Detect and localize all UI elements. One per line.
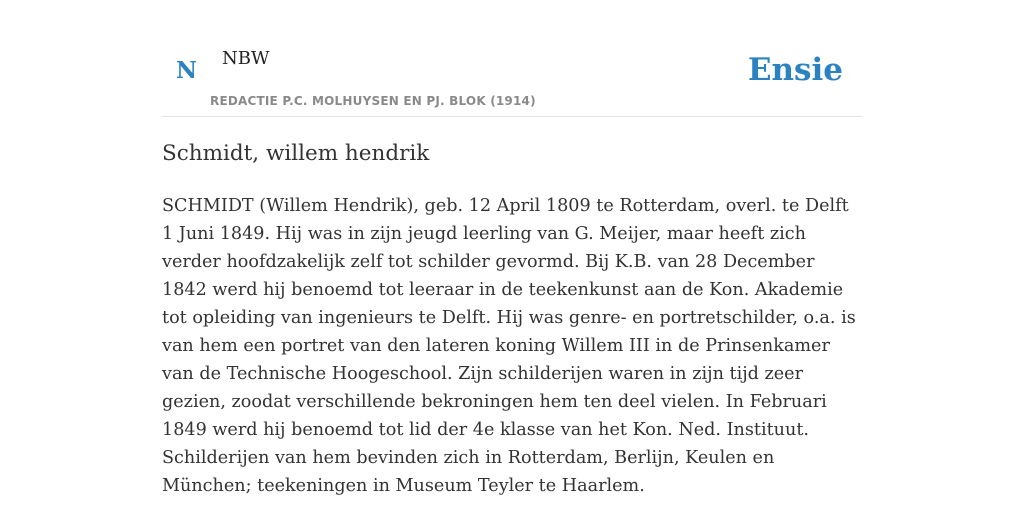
article-page: [162, 0, 862, 512]
article-title: Schmidt, willem hendrik: [162, 141, 430, 166]
brand-name: NBW: [222, 48, 270, 69]
ensie-logo-link[interactable]: Ensie: [747, 52, 843, 88]
nbw-logo[interactable]: N: [176, 57, 198, 84]
page-header: [162, 0, 862, 117]
editors-subtitle: REDACTIE P.C. MOLHUYSEN EN PJ. BLOK (1914): [210, 94, 536, 108]
article-body: SCHMIDT (Willem Hendrik), geb. 12 April 1809 te Rotterdam, overl. te Delft 1 Juni 1849. Hij was in zijn jeugd leerling van G. Meijer, maar heeft zich verder hoofdzakelijk zelf tot schilder gevormd. Bij K.B. van 28 December 1842 werd hij benoemd tot leeraar in de teekenkunst aan de Kon. Akademie tot opleiding van ingenieurs te Delft. Hij was genre- en portretschilder, o.a. is van hem een portret van den lateren koning Willem III in de Prinsenkamer van de Technische Hoogeschool. Zijn schilderijen waren in zijn tijd zeer gezien, zoodat verschillende bekroningen hem ten deel vielen. In Februari 1849 werd hij benoemd tot lid der 4e klasse van het Kon. Ned. Instituut. Schilderijen van hem bevinden zich in Rotterdam, Berlijn, Keulen en München; teekeningen in Museum Teyler te Haarlem.: [162, 196, 856, 496]
